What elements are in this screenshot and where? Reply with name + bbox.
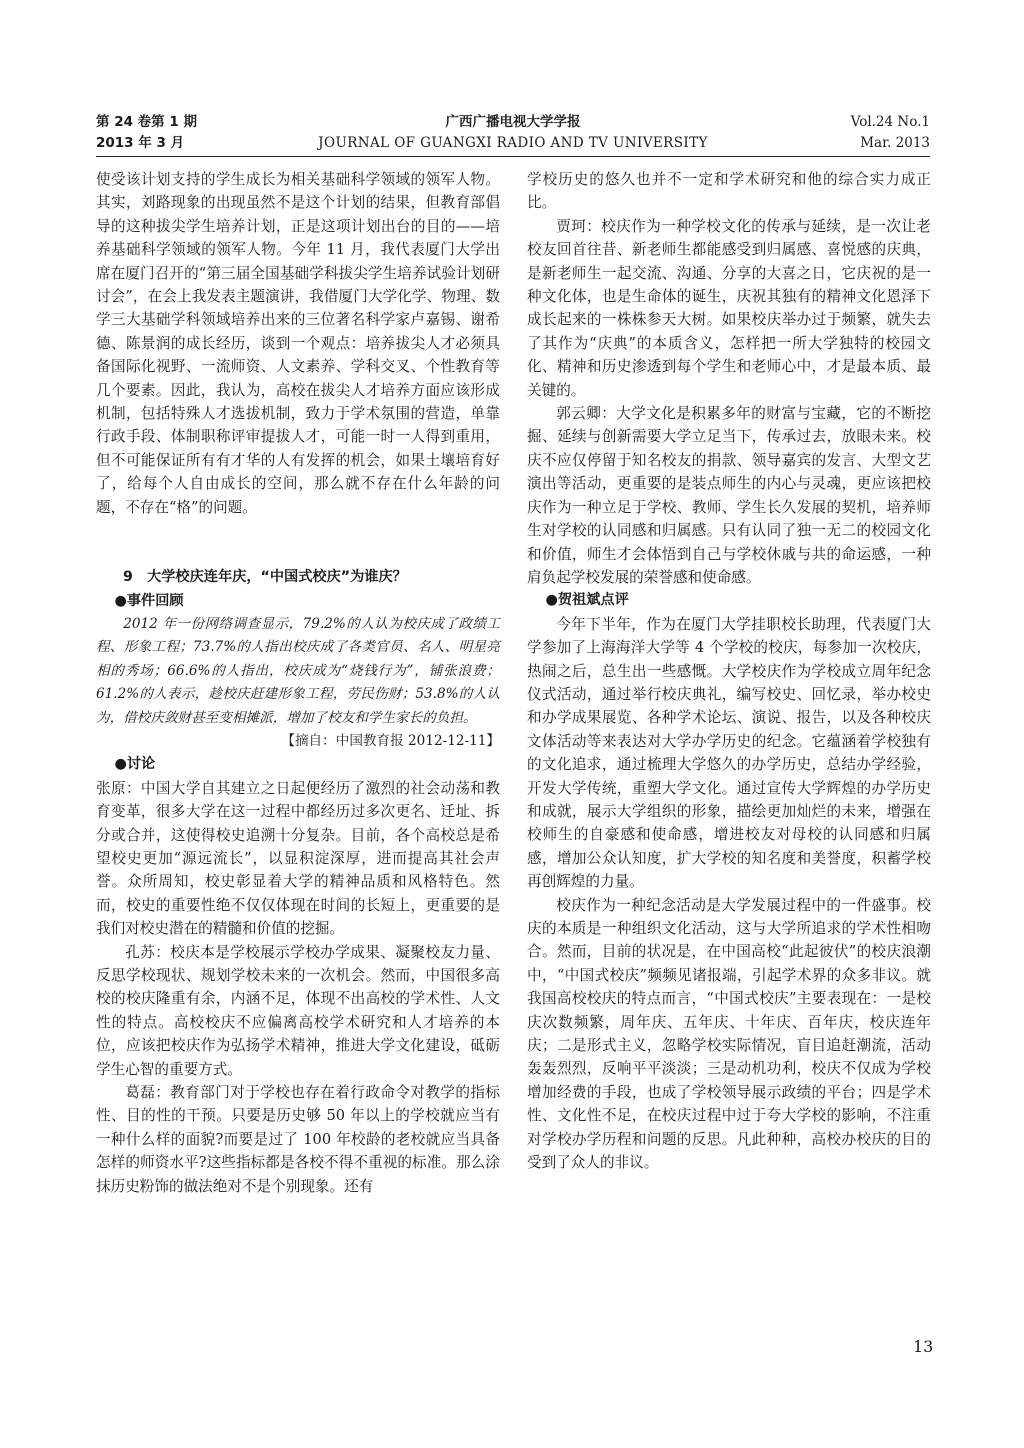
- header-volume-en: Vol.24 No.1: [850, 114, 930, 130]
- right-column: [527, 168, 931, 1174]
- paragraph-continuation: 使受该计划支持的学生成长为相关基础科学领域的领军人物。其实，刘路现象的出现虽然不是这个计划的结果，但教育部倡导的这种拔尖学生培养计划，正是这项计划出台的目的——培养基础科学领域的领军人物。今年 11 月，我代表厦门大学出席在厦门召开的“第三届全国基础学科拔尖学生培养试验计划研讨会”，在会上我发表主题演讲，我借厦门大学化学、物理、数学三大基础学科领域培养出来的三位著名科学家卢嘉锡、谢希德、陈景润的成长经历，谈到一个观点：培养拔尖人才必须具备国际化视野、一流师资、人文素养、学科交叉、个性教育等几个要素。因此，我认为，高校在拔尖人才培养方面应该形成机制，包括特殊人才选拔机制，致力于学术氛围的营造，单靠行政手段、体制职称评审提拔人才，可能一时一人得到重用，但不可能保证所有有才华的人有发挥的机会，如果土壤培育好了，给每个人自由成长的空间，那么就不存在什么年龄的问题，不存在“格”的问题。: [96, 171, 500, 516]
- journal-title-en: JOURNAL OF GUANGXI RADIO AND TV UNIVERSITY: [318, 135, 708, 151]
- header-journal-title: [96, 112, 930, 154]
- discussion-guo: 郭云卿：大学文化是积累多年的财富与宝藏，它的不断挖掘、延续与创新需要大学立足当下，传承过去，放眼未来。校庆不应仅停留于知名校友的捐款、领导嘉宾的发言、大型文艺演出等活动，更重要的是装点师生的内心与灵魂，更应该把校庆作为一种立足于学校、教师、学生长久发展的契机，培养师生对学校的认同感和归属感。只有认同了独一无二的校园文化和价值，师生才会体悟到自己与学校休戚与共的命运感，一种肩负起学校发展的荣誉感和使命感。: [527, 405, 931, 586]
- header-rule: [96, 156, 930, 157]
- subheading-event-review: ●事件回顾: [114, 592, 184, 609]
- section-spacer: [96, 519, 500, 566]
- section-title: 9 大学校庆连年庆，“中国式校庆”为谁庆？: [122, 569, 407, 586]
- header-volume-en-info: [851, 112, 930, 154]
- page-header: [96, 112, 930, 156]
- header-date-cn: 2013 年 3 月: [96, 135, 185, 151]
- header-volume-cn: 第 24 卷第 1 期: [96, 114, 197, 130]
- subheading-discussion: ●讨论: [114, 756, 156, 773]
- paragraph-continuation-right: 学校历史的悠久也并不一定和学术研究和他的综合实力成正比。: [527, 171, 931, 212]
- event-source: 【摘自：中国教育报 2012-12-11】: [281, 732, 500, 749]
- commentary-paragraph-1: 今年下半年，作为在厦门大学挂职校长助理，代表厦门大学参加了上海海洋大学等 4 个学校的校庆，每参加一次校庆，热闹之后，总生出一些感慨。大学校庆作为学校成立周年纪念仪式活动，通过举行校庆典礼，编写校史、回忆录，举办校史和办学成果展览、各种学术论坛、演说、报告，以及各种校庆文体活动等来表达对大学办学历史的纪念。它蕴涵着学校独有的文化追求，通过梳理大学悠久的办学历史，总结办学经验，开发大学传统，重塑大学文化。通过宣传大学辉煌的办学历史和成就，展示大学组织的形象，描绘更加灿烂的未来，增强在校师生的自豪感和使命感，增进校友对母校的认同感和归属感，增加公众认知度，扩大学校的知名度和美誉度，积蓄学校再创辉煌的力量。: [527, 615, 931, 891]
- journal-title-cn: 广西广播电视大学学报: [445, 114, 581, 130]
- left-column: [96, 168, 500, 1198]
- header-date-en: Mar. 2013: [860, 135, 930, 151]
- discussion-zhang: 张原：中国大学自其建立之日起便经历了激烈的社会动荡和教育变革，很多大学在这一过程中都经历过多次更名、迁址、拆分或合并，这使得校史追溯十分复杂。目前，各个高校总是希望校史更加“源远流长”，以显积淀深厚，进而提高其社会声誉。众所周知，校史彰显着大学的精神品质和风格特色。然而，校史的重要性绝不仅仅体现在时间的长短上，更重要的是我们对校史潜在的精髓和价值的挖掘。: [96, 779, 500, 938]
- commentary-paragraph-2: 校庆作为一种纪念活动是大学发展过程中的一件盛事。校庆的本质是一种组织文化活动，这与大学所追求的学术性相吻合。然而，目前的状况是，在中国高校“此起彼伏”的校庆浪潮中，“中国式校庆”频频见诸报端，引起学术界的众多非议。就我国高校校庆的特点而言，“中国式校庆”主要表现在：一是校庆次数频繁，周年庆、五年庆、十年庆、百年庆，校庆连年庆；二是形式主义，忽略学校实际情况，盲目追赶潮流，活动轰轰烈烈，反响平平淡淡；三是动机功利，校庆不仅成为学校增加经费的手段，也成了学校领导展示政绩的平台；四是学术性、文化性不足，在校庆过程中过于夸大学校的影响，不注重对学校办学历程和问题的反思。凡此种种，高校办校庆的目的受到了众人的非议。: [527, 896, 931, 1172]
- subheading-commentary: ●贺祖斌点评: [545, 592, 629, 609]
- discussion-jia: 贾珂：校庆作为一种学校文化的传承与延续，是一次让老校友回首往昔、新老师生都能感受到归属感、喜悦感的庆典，是新老师生一起交流、沟通、分享的大喜之日，它庆祝的是一种文化体，也是生命体的诞生，庆祝其独有的精神文化恩泽下成长起来的一株株参天大树。如果校庆举办过于频繁，就失去了其作为“庆典”的本质含义，怎样把一所大学独特的校园文化、精神和历史渗透到每个学生和老师心中，才是最本质、最关键的。: [527, 217, 931, 399]
- discussion-kong: 孔苏：校庆本是学校展示学校办学成果、凝聚校友力量、反思学校现状、规划学校未来的一次机会。然而，中国很多高校的校庆隆重有余，内涵不足，体现不出高校的学术性、人文性的特点。高校校庆不应偏离高校学术研究和人才培养的本位，应该把校庆作为弘扬学术精神，推进大学文化建设，砥砺学生心智的重要方式。: [96, 943, 500, 1078]
- event-review-text: 2012 年一份网络调查显示，79.2%的人认为校庆成了政绩工程、形象工程；73.7%的人指出校庆成了各类官员、名人、明星亮相的秀场；66.6%的人指出，校庆成为“烧钱行为”，铺张浪费；61.2%的人表示，趁校庆赶建形象工程，劳民伤财；53.8%的人认为，借校庆敛财甚至变相摊派，增加了校友和学生家长的负担。: [96, 615, 500, 726]
- discussion-ge: 葛磊：教育部门对于学校也存在着行政命令对教学的指标性、目的性的干预。只要是历史够 50 年以上的学校就应当有一种什么样的面貌?而要是过了 100 年校龄的老校就应当具备怎样的师资水平?这些指标都是各校不得不重视的标准。那么涂抹历史粉饰的做法绝对不是个别现象。还有: [96, 1084, 500, 1195]
- page-number: 13: [913, 1337, 934, 1356]
